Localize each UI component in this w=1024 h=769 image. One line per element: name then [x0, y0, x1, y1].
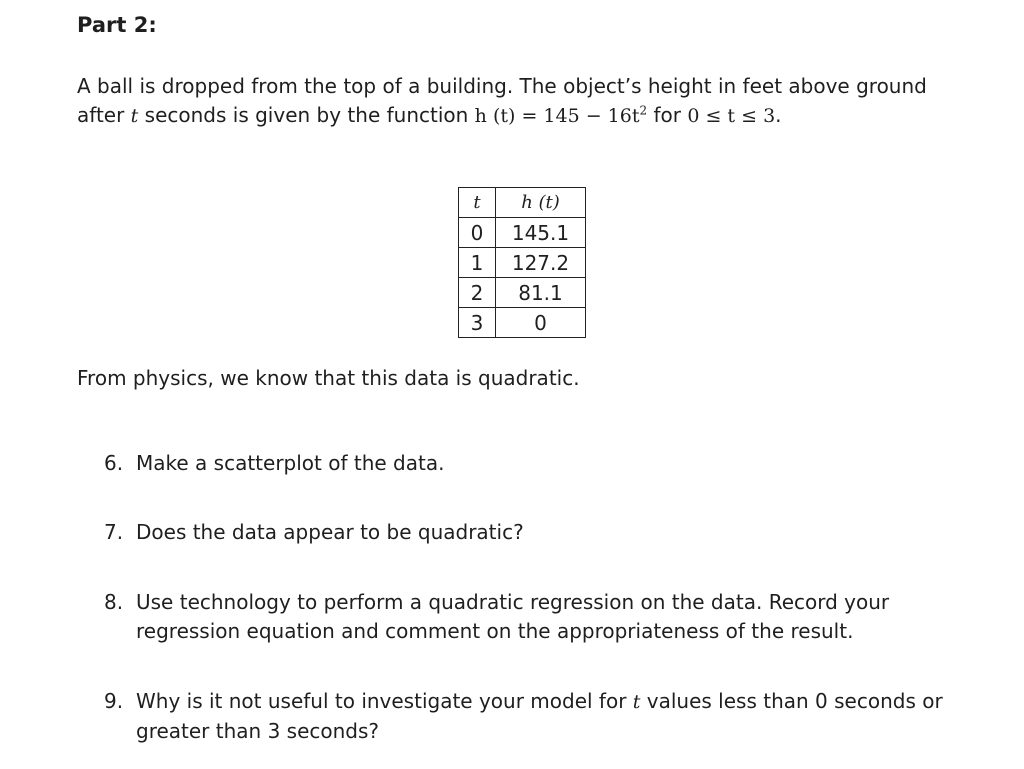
- question-6: [104, 449, 981, 478]
- intro-text: for: [647, 103, 688, 127]
- question-8: [104, 588, 981, 646]
- question-number: 8.: [104, 590, 124, 614]
- problem-intro: [77, 72, 977, 131]
- question-number: 6.: [104, 451, 124, 475]
- table-row: [459, 278, 586, 308]
- question-text-part: Why is it not useful to investigate your model for: [136, 689, 633, 713]
- variable-t: t: [632, 691, 641, 713]
- question-text: Make a scatterplot of the data.: [136, 451, 445, 475]
- part-heading: Part 2:: [77, 13, 157, 37]
- table-row: [459, 248, 586, 278]
- column-header-h: h (t): [496, 188, 586, 218]
- table-cell-t: 1: [459, 248, 496, 278]
- table-cell-h: 81.1: [496, 278, 586, 308]
- intro-text: seconds is given by the function: [138, 103, 475, 127]
- table-row: [459, 218, 586, 248]
- intro-text: .: [775, 103, 782, 127]
- function-domain: 0 ≤ t ≤ 3: [687, 105, 776, 127]
- question-text-part: values less than 0 seconds or greater than 3 seconds?: [136, 689, 943, 743]
- function-exponent: 2: [639, 103, 648, 118]
- height-function: [475, 105, 647, 127]
- question-7: [104, 518, 981, 547]
- table-cell-h: 0: [496, 308, 586, 338]
- table-cell-h: 127.2: [496, 248, 586, 278]
- question-text: [136, 687, 981, 746]
- question-number: 9.: [104, 689, 124, 713]
- data-table: [458, 187, 586, 338]
- function-expression: h (t) = 145 − 16t: [474, 105, 640, 127]
- table-cell-t: 2: [459, 278, 496, 308]
- table-row: [459, 308, 586, 338]
- table-cell-t: 3: [459, 308, 496, 338]
- question-9: [104, 687, 981, 746]
- table-cell-t: 0: [459, 218, 496, 248]
- table-cell-h: 145.1: [496, 218, 586, 248]
- question-text: Does the data appear to be quadratic?: [136, 520, 524, 544]
- column-header-t: t: [459, 188, 496, 218]
- question-text: Use technology to perform a quadratic regression on the data. Record your regression equation and comment on the appropriateness of the result.: [136, 590, 890, 643]
- variable-t: t: [130, 105, 139, 127]
- question-number: 7.: [104, 520, 124, 544]
- intro-text: A ball is dropped from the top of a building. The object’s height in feet above ground after: [77, 74, 927, 127]
- physics-note: From physics, we know that this data is quadratic.: [77, 366, 580, 390]
- table-header-row: [459, 188, 586, 218]
